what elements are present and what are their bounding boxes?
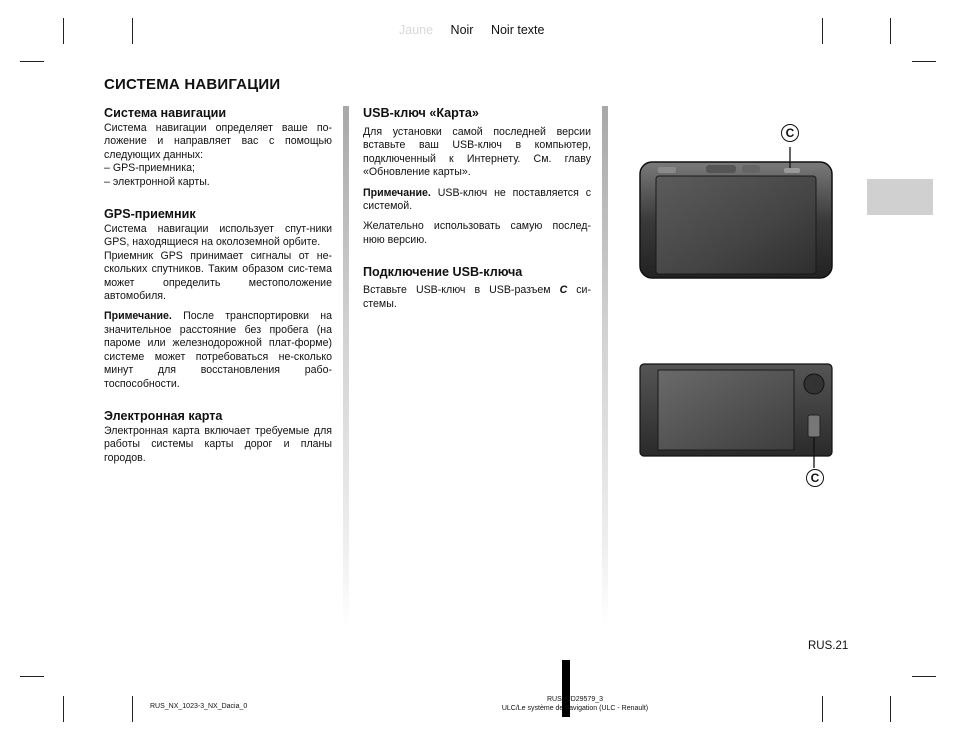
ref-letter-c: C	[559, 284, 568, 297]
list-item: – GPS-приемника;	[104, 162, 195, 175]
list-item: – электронной карты.	[104, 175, 210, 188]
column-divider	[602, 106, 608, 626]
note-paragraph	[104, 310, 332, 390]
chapter-tab	[867, 179, 933, 215]
paragraph: Электронная карта включает требуемые для работы системы карты дорог и планы городов.	[104, 424, 332, 464]
section-heading: GPS-приемник	[104, 207, 196, 222]
page-number: RUS.21	[808, 640, 849, 652]
note-text: USB-ключ не поставляется с системой.	[363, 186, 591, 213]
color-label-jaune: Jaune	[399, 23, 434, 37]
paragraph: Приемник GPS принимает сигналы от не-скольких спутников. Таким образом сис-тема может определить местоположение автомобиля.	[104, 249, 332, 303]
note-label: Примечание.	[363, 186, 431, 199]
crop-mark	[890, 18, 891, 44]
crop-mark	[822, 18, 823, 44]
color-label-noir: Noir	[450, 23, 474, 37]
color-label-noir-texte: Noir texte	[490, 23, 545, 37]
note-label: Примечание.	[104, 310, 172, 323]
crop-mark	[20, 61, 44, 62]
print-color-labels	[399, 23, 558, 37]
section-heading: USB-ключ «Карта»	[363, 106, 479, 120]
crop-mark	[132, 696, 133, 722]
note-text: После транспортировки на значительное расстояние без пробега (на пароме или железнодорожной плат-форме) системе может потребоваться не-сколько минут для восстановления рабо-тоспособности.	[104, 310, 332, 390]
section-heading: Подключение USB-ключа	[363, 265, 523, 280]
crop-mark	[822, 696, 823, 722]
footer-center-line2: ULC/Le système de navigation (ULC - Renault)	[501, 704, 649, 712]
paragraph: Желательно использовать самую послед-нюю версию.	[363, 220, 591, 246]
crop-mark	[63, 18, 64, 44]
callout-c-top: C	[781, 124, 799, 142]
crop-mark	[912, 61, 936, 62]
page-title: СИСТЕМА НАВИГАЦИИ	[104, 76, 281, 93]
navigation-unit-front-illustration	[636, 120, 846, 290]
section-heading: Система навигации	[104, 106, 227, 120]
section-heading: Электронная карта	[104, 408, 223, 423]
paragraph: Вставьте USB-ключ в USB-разъем C си-стемы.	[363, 284, 591, 310]
note-paragraph	[363, 187, 591, 214]
crop-mark	[63, 696, 64, 722]
crop-mark	[132, 18, 133, 44]
footer-left: RUS_NX_1023-3_NX_Dacia_0	[150, 703, 248, 710]
column-left	[104, 106, 332, 465]
callout-c-bottom: C	[806, 469, 824, 487]
paragraph: Система навигации определяет ваше по-ложение и направляет вас с помощью следующих данных:	[104, 122, 332, 161]
paragraph: Для установки самой последней версии вставьте ваш USB-ключ в компьютер, подключенный к Интернету. См. главу «Обновление карты».	[363, 126, 591, 179]
crop-mark	[20, 676, 44, 677]
column-middle	[363, 106, 591, 311]
column-divider	[343, 106, 349, 626]
footer-center	[470, 696, 680, 713]
footer-center-line1: RUS_UD29579_3	[546, 696, 604, 703]
crop-mark	[890, 696, 891, 722]
crop-mark	[912, 676, 936, 677]
paragraph: Система навигации использует спут-ники GPS, находящиеся на околоземной орбите.	[104, 223, 332, 249]
navigation-unit-variant-illustration	[636, 360, 846, 470]
